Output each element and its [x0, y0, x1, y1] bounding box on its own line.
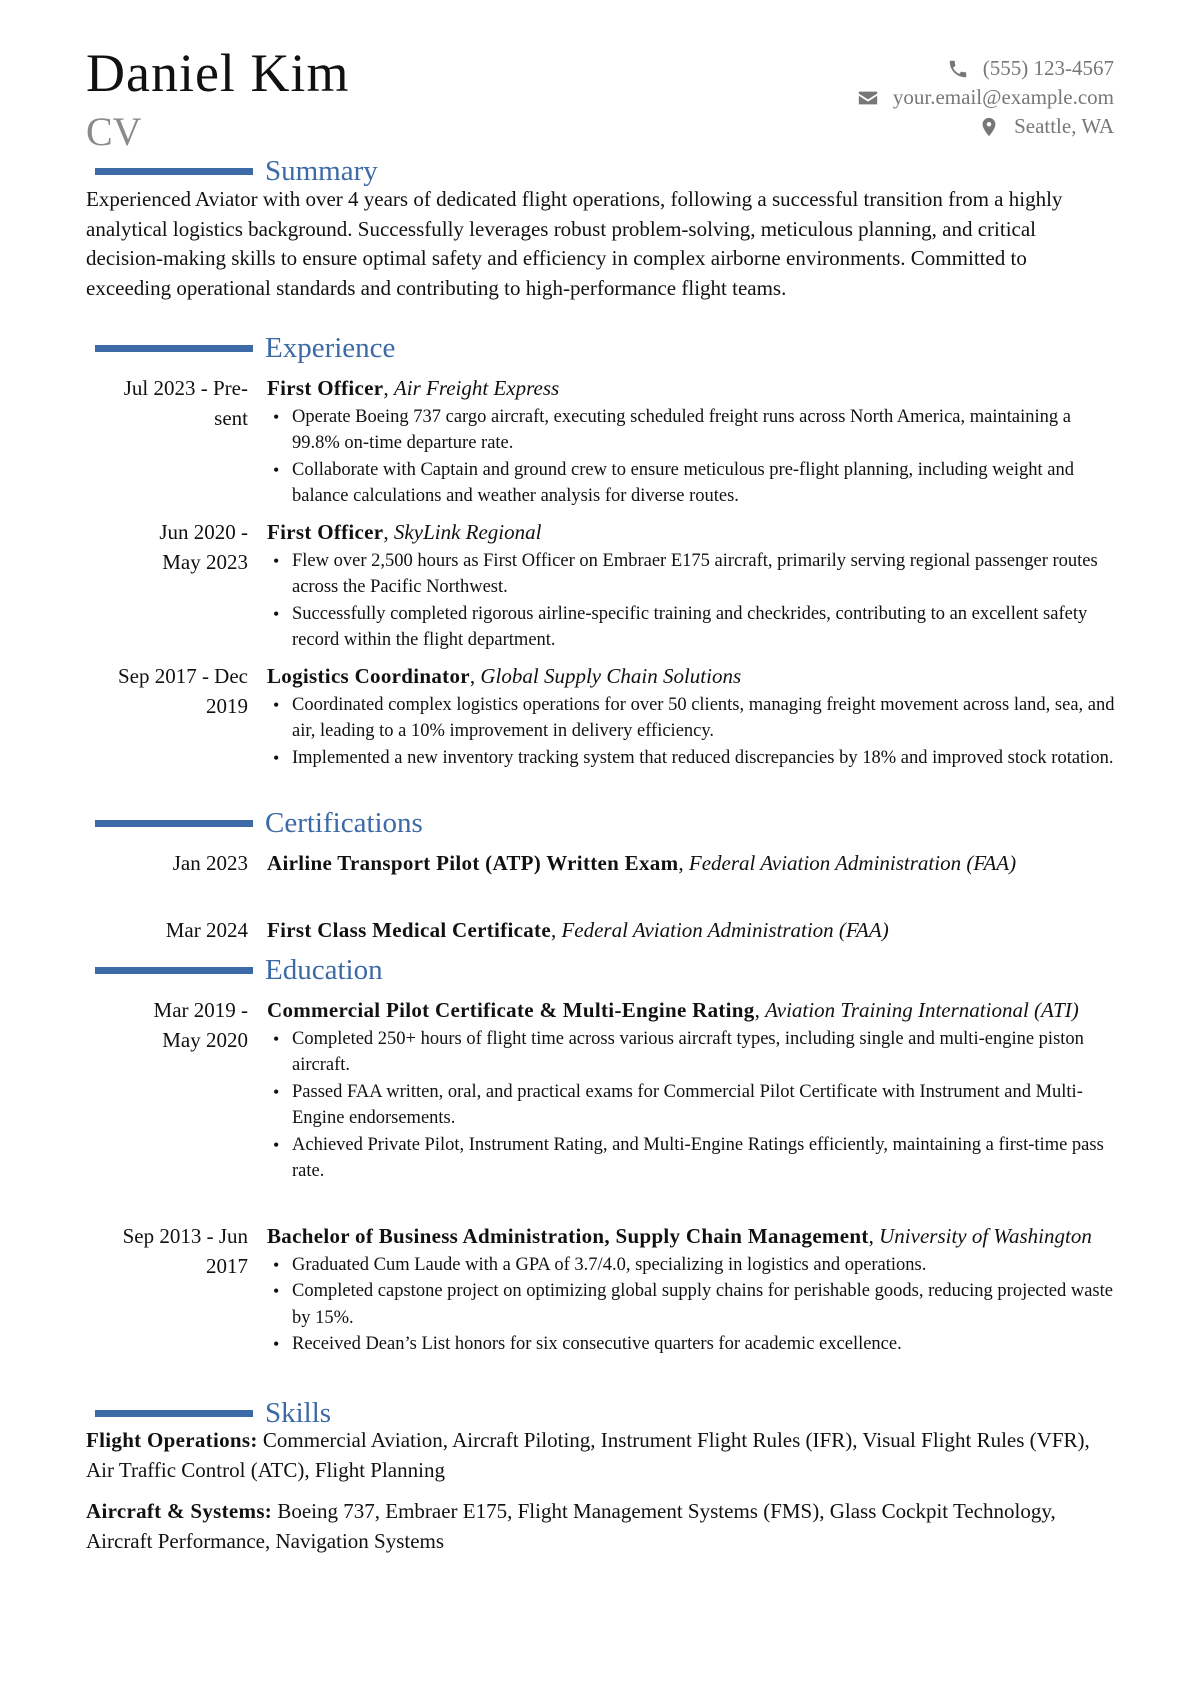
- section-header-skills: [95, 1396, 331, 1430]
- list-item: • Successfully completed rigorous airline-specific training and checkrides, contributing to an excellent safety record within the flight department.: [267, 601, 1116, 654]
- list-item: • Received Dean’s List honors for six consecutive quarters for academic excellence.: [267, 1331, 1116, 1358]
- entry-date: Mar 2024: [165, 918, 248, 942]
- entry-heading: First Class Medical Certificate, Federal Aviation Administration (FAA): [267, 918, 889, 942]
- list-item: • Completed capstone project on optimizing global supply chains for perishable goods, reducing projected waste by 15%.: [267, 1278, 1116, 1331]
- entry-body: [267, 374, 1116, 510]
- list-item: • Passed FAA written, oral, and practical exams for Commercial Pilot Certificate with Instrument and Multi-Engine endorsements.: [267, 1079, 1116, 1132]
- entry-org: Federal Aviation Administration (FAA): [561, 918, 889, 942]
- section-bar: [95, 168, 253, 175]
- entry-title: First Class Medical Certificate: [267, 918, 551, 942]
- entry-org: Federal Aviation Administration (FAA): [688, 851, 1017, 875]
- document-subtitle: CV: [86, 109, 142, 154]
- entry-org: Global Supply Chain Solutions: [480, 664, 742, 688]
- section-header-summary: [95, 154, 378, 188]
- entry-heading: First Officer, SkyLink Regional: [267, 520, 542, 544]
- bullet-list: [267, 548, 1116, 654]
- bullet-list: [267, 1252, 1116, 1358]
- entry-org: Air Freight Express: [393, 376, 560, 400]
- entry-body: [267, 996, 1116, 1185]
- entry-date: Jul 2023 - Pre- sent: [123, 376, 248, 430]
- entry-date: Mar 2019 - May 2020: [153, 998, 248, 1052]
- skill-group: [86, 1426, 1116, 1485]
- section-header-education: [95, 953, 383, 987]
- bullet-list: [267, 692, 1116, 772]
- section-title: Summary: [265, 155, 378, 187]
- entry-title: Bachelor of Business Administration, Supply Chain Management: [267, 1224, 869, 1248]
- location-text: Seattle, WA: [1014, 114, 1114, 138]
- entry-heading: Commercial Pilot Certificate & Multi-Engine Rating, Aviation Training International (ATI): [267, 998, 1079, 1022]
- entry-date: Sep 2013 - Jun 2017: [122, 1224, 248, 1278]
- skill-value: Boeing 737, Embraer E175, Flight Management Systems (FMS), Glass Cockpit Technology, Aircraft Performance, Navigation Systems: [86, 1499, 1056, 1553]
- envelope-icon: [857, 87, 879, 109]
- list-item: • Collaborate with Captain and ground crew to ensure meticulous pre-flight planning, including weight and balance calculations and weather analysis for diverse routes.: [267, 457, 1116, 510]
- section-bar: [95, 820, 253, 827]
- list-item: • Flew over 2,500 hours as First Officer on Embraer E175 aircraft, primarily serving regional passenger routes across the Pacific Northwest.: [267, 548, 1116, 601]
- entry-body: [267, 916, 1116, 946]
- entry-body: [267, 662, 1116, 771]
- contact-phone: [857, 54, 1114, 83]
- section-title: Education: [265, 954, 383, 986]
- phone-icon: [947, 58, 969, 80]
- section-header-experience: [95, 331, 395, 365]
- entry-date: Sep 2017 - Dec 2019: [117, 664, 248, 718]
- candidate-name: Daniel Kim: [86, 43, 350, 103]
- entry-title: Airline Transport Pilot (ATP) Written Exam: [267, 851, 679, 875]
- section-bar: [95, 967, 253, 974]
- list-item: • Achieved Private Pilot, Instrument Rating, and Multi-Engine Ratings efficiently, maintaining a first-time pass rate.: [267, 1132, 1116, 1185]
- section-header-certifications: [95, 806, 423, 840]
- entry-body: [267, 518, 1116, 654]
- section-title: Skills: [265, 1397, 332, 1429]
- map-marker-icon: [978, 116, 1000, 138]
- entry-org: University of Washington: [879, 1224, 1092, 1248]
- list-item: • Coordinated complex logistics operations for over 50 clients, managing freight movement across land, sea, and air, leading to a 10% improvement in delivery efficiency.: [267, 692, 1116, 745]
- entry-heading: Airline Transport Pilot (ATP) Written Exam, Federal Aviation Administration (FAA): [267, 851, 1017, 875]
- email-text[interactable]: your.email@example.com: [892, 85, 1114, 109]
- entry-title: First Officer: [267, 376, 384, 400]
- entry-date: Jun 2020 - May 2023: [159, 520, 248, 574]
- list-item: • Implemented a new inventory tracking system that reduced discrepancies by 18% and improved stock rotation.: [267, 745, 1116, 772]
- entry-org: SkyLink Regional: [393, 520, 542, 544]
- entry-heading: Bachelor of Business Administration, Supply Chain Management, University of Washington: [267, 1224, 1092, 1248]
- skill-label: Flight Operations:: [86, 1428, 258, 1452]
- bullet-list: [267, 1026, 1116, 1185]
- entry-body: [267, 1222, 1116, 1358]
- list-item: • Completed 250+ hours of flight time across various aircraft types, including single and multi-engine piston aircraft.: [267, 1026, 1116, 1079]
- bullet-list: [267, 404, 1116, 510]
- list-item: • Operate Boeing 737 cargo aircraft, executing scheduled freight runs across North America, maintaining a 99.8% on-time departure rate.: [267, 404, 1116, 457]
- skill-group: [86, 1497, 1116, 1556]
- section-bar: [95, 1410, 253, 1417]
- entry-heading: First Officer, Air Freight Express: [267, 376, 560, 400]
- phone-text[interactable]: (555) 123-4567: [982, 56, 1114, 80]
- entry-title: Logistics Coordinator: [267, 664, 470, 688]
- entry-heading: Logistics Coordinator, Global Supply Chain Solutions: [267, 664, 742, 688]
- section-bar: [95, 345, 253, 352]
- skill-value: Commercial Aviation, Aircraft Piloting, Instrument Flight Rules (IFR), Visual Flight Rules (VFR), Air Traffic Control (ATC), Flight Planning: [86, 1428, 1090, 1482]
- contact-email: [857, 83, 1114, 112]
- contact-block: [857, 54, 1114, 141]
- summary-text: Experienced Aviator with over 4 years of dedicated flight operations, following a successful transition from a highly analytical logistics background. Successfully leverages robust problem-solving, meticulous planning, and critical decision-making skills to ensure optimal safety and efficiency in complex airborne environments. Committed to exceeding operational standards and contributing to high-performance flight teams.: [86, 187, 1063, 300]
- entry-title: First Officer: [267, 520, 384, 544]
- entry-body: [267, 849, 1116, 879]
- section-title: Experience: [265, 332, 396, 364]
- skill-label: Aircraft & Systems:: [86, 1499, 273, 1523]
- entry-title: Commercial Pilot Certificate & Multi-Engine Rating: [267, 998, 755, 1022]
- entry-date: Jan 2023: [172, 851, 248, 875]
- contact-location: [857, 112, 1114, 141]
- section-title: Certifications: [265, 807, 423, 839]
- list-item: • Graduated Cum Laude with a GPA of 3.7/4.0, specializing in logistics and operations.: [267, 1252, 1116, 1279]
- entry-org: Aviation Training International (ATI): [765, 998, 1079, 1022]
